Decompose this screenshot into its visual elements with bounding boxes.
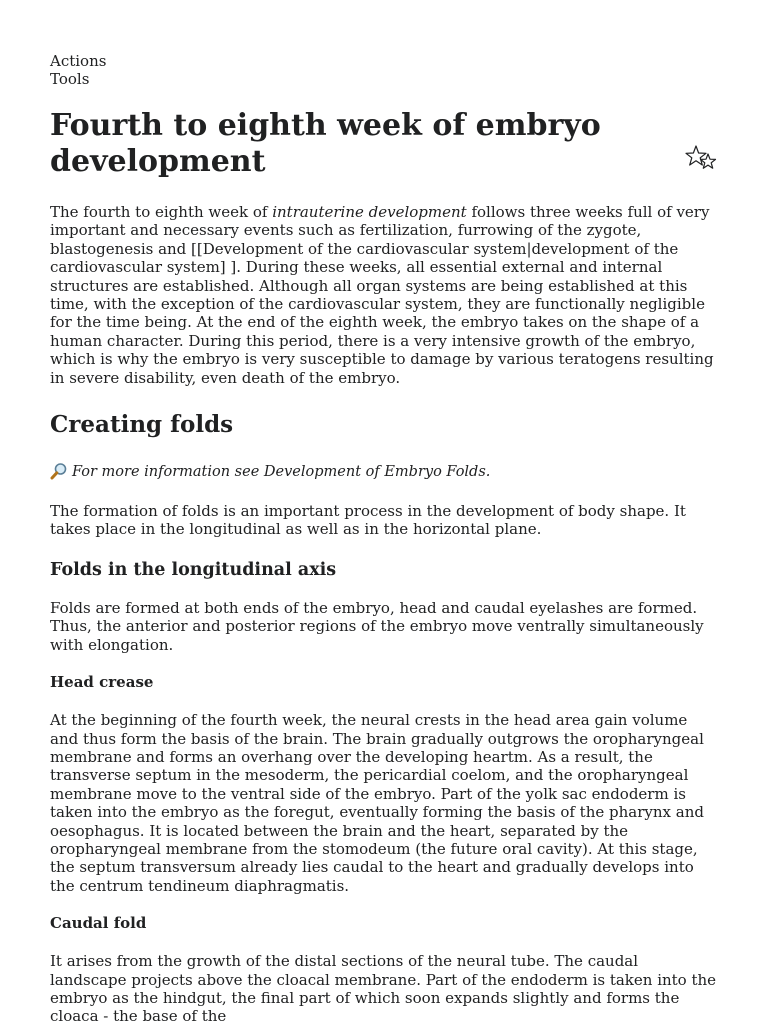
intro-emphasis: intrauterine development	[272, 203, 467, 221]
heading-head-crease: Head crease	[50, 673, 154, 692]
heading-longitudinal-axis: Folds in the longitudinal axis	[50, 559, 337, 580]
tools-link[interactable]: Tools	[50, 70, 90, 88]
magnifier-icon	[50, 462, 68, 480]
caudal-fold-paragraph: It arises from the growth of the distal sections of the neural tube. The caudal landscape projects above the cloacal membrane. Part of the endoderm is taken into the embryo as the hindgut, the final part of which soon expands slightly and forms the cloaca - the base of the	[50, 952, 717, 1026]
heading-caudal-fold: Caudal fold	[50, 914, 147, 933]
hatnote-suffix: .	[485, 464, 491, 481]
hatnote-link[interactable]: Development of Embryo Folds	[263, 464, 486, 481]
title-row	[50, 108, 718, 180]
stars-icon	[684, 144, 718, 174]
actions-link[interactable]: Actions	[50, 52, 107, 70]
intro-text-start: The fourth to eighth week of	[50, 203, 273, 221]
head-crease-paragraph: At the beginning of the fourth week, the neural crests in the head area gain volume and thus form the basis of the brain. The brain gradually outgrows the oropharyngeal membrane and forms an overhang over the developing heartm. As a result, the transverse septum in the mesoderm, the pericardial coelom, and the oropharyngeal membrane move to the ventral side of the embryo. Part of the yolk sac endoderm is taken into the embryo as the foregut, eventually forming the basis of the pharynx and oesophagus. It is located between the brain and the heart, separated by the oropharyngeal membrane from the stomodeum (the future oral cavity). At this stage, the septum transversum already lies caudal to the heart and gradually develops into the centrum tendineum diaphragmatis.	[50, 711, 704, 895]
hatnote-prefix: For more information see	[72, 464, 264, 481]
intro-paragraph	[50, 203, 718, 387]
creating-folds-paragraph: The formation of folds is an important process in the development of body shape. It takes place in the longitudinal as well as in the horizontal plane.	[50, 502, 686, 539]
top-links	[50, 52, 718, 88]
favorite-button[interactable]	[684, 144, 718, 174]
page-title: Fourth to eighth week of embryo development	[50, 108, 601, 179]
article-page	[50, 52, 718, 1026]
heading-creating-folds: Creating folds	[50, 411, 234, 439]
intro-text-end: follows three weeks full of very important and necessary events such as fertilization, furrowing of the zygote, blastogenesis and [[Development of the cardiovascular system|development of the cardiovascular system] ]. During these weeks, all essential external and internal structures are established. Although all organ systems are being established at this time, with the exception of the cardiovascular system, they are functionally negligible for the time being. At the end of the eighth week, the embryo takes on the shape of a human character. During this period, there is a very intensive growth of the embryo, which is why the embryo is very susceptible to damage by various teratogens resulting in severe disability, even death of the embryo.	[50, 203, 714, 387]
longitudinal-paragraph: Folds are formed at both ends of the embryo, head and caudal eyelashes are formed. Thus, the anterior and posterior regions of the embryo move ventrally simultaneously with elongation.	[50, 598, 704, 654]
hatnote	[50, 462, 718, 481]
